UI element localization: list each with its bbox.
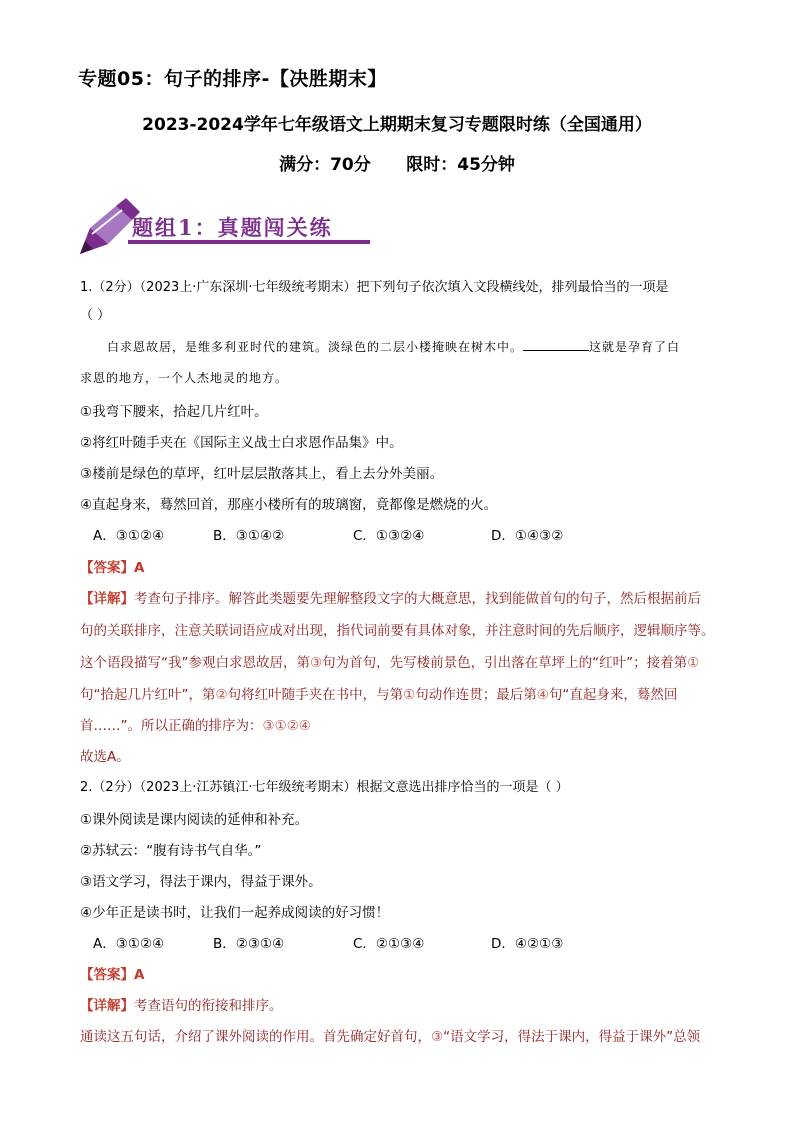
- q1-detail-line3: 这个语段描写“我”参观白求恩故居，第③句为首句，先写楼前景色，引出落在草坪上的“红叶”；接着第①: [80, 655, 700, 671]
- q2-answer: 【答案】A: [80, 967, 145, 983]
- q1-sentence-2: ②将红叶随手夹在《国际主义战士白求恩作品集》中。: [80, 435, 403, 451]
- q1-paren: （ ）: [80, 308, 111, 323]
- fill-blank: [523, 338, 589, 351]
- q2-sentence-1: ①课外阅读是课内阅读的延伸和补充。: [80, 812, 309, 828]
- q1-sentence-3: ③楼前是绿色的草坪，红叶层层散落其上，看上去分外美丽。: [80, 466, 444, 482]
- q2-option-c: C．②①③④: [353, 936, 425, 952]
- q2-detail-line2: 通读这五句话，介绍了课外阅读的作用。首先确定好首句，③“语文学习，得法于课内，得益于课外”总领: [80, 1029, 701, 1045]
- q2-sentence-4: ④少年正是读书时，让我们一起养成阅读的好习惯！: [80, 905, 390, 921]
- q1-passage-line1: 白求恩故居，是维多利亚时代的建筑。淡绿色的二层小楼掩映在树木中。 这就是孕育了白: [107, 340, 681, 354]
- q1-option-c: C．①③②④: [353, 528, 425, 544]
- q1-detail-line2: 句的关联排序，注意关联词语应成对出现，指代词前要有具体对象，并注意时间的先后顺序，逻辑顺序等。: [80, 623, 715, 639]
- q1-answer: 【答案】A: [80, 560, 145, 576]
- q1-detail-line1: 【详解】考查句子排序。解答此类题要先理解整段文字的大概意思，找到能做首句的句子，然后根据前后: [80, 591, 701, 607]
- q1-detail-line4: 句“拾起几片红叶”，第②句将红叶随手夹在书中，与第①句动作连贯；最后第④句“直起身来，蓦然回: [80, 687, 678, 703]
- q2-sentence-3: ③语文学习，得法于课内，得益于课外。: [80, 874, 322, 890]
- q1-sentence-1: ①我弯下腰来，拾起几片红叶。: [80, 404, 268, 420]
- q2-option-a: A．③①②④: [93, 936, 165, 952]
- q1-option-b: B．③①④②: [213, 528, 285, 544]
- section-banner-title: 题组1：真题闯关练: [132, 215, 333, 240]
- q1-passage-line2: 求恩的地方，一个人杰地灵的地方。: [80, 371, 289, 385]
- q1-option-a: A．③①②④: [93, 528, 165, 544]
- q2-option-b: B．②③①④: [213, 936, 285, 952]
- q2-stem: 2.（2分）（2023上·江苏镇江·七年级统考期末）根据文意选出排序恰当的一项是（ ）: [80, 780, 569, 795]
- q1-detail-line5: 首……”。所以正确的排序为：③①②④: [80, 718, 311, 734]
- q1-sentence-4: ④直起身来，蓦然回首，那座小楼所有的玻璃窗，竟都像是燃烧的火。: [80, 497, 498, 513]
- q2-option-d: D．④②①③: [491, 936, 564, 952]
- q1-stem: 1.（2分）（2023上·广东深圳·七年级统考期末）把下列句子依次填入文段横线处，排列最恰当的一项是: [80, 280, 669, 295]
- q1-conclusion: 故选A。: [80, 749, 130, 765]
- banner-underline: [128, 240, 370, 244]
- q2-detail-line1: 【详解】考查语句的衔接和排序。: [80, 998, 283, 1014]
- q2-sentence-2: ②苏轼云：“腹有诗书气自华。”: [80, 843, 262, 859]
- score-time-line: 满分：70分 限时：45分钟: [279, 155, 515, 175]
- page-title: 专题05：句子的排序-【决胜期末】: [78, 68, 387, 90]
- q1-option-d: D．①④③②: [491, 528, 564, 544]
- page-subtitle: 2023-2024学年七年级语文上期期末复习专题限时练（全国通用）: [142, 115, 652, 135]
